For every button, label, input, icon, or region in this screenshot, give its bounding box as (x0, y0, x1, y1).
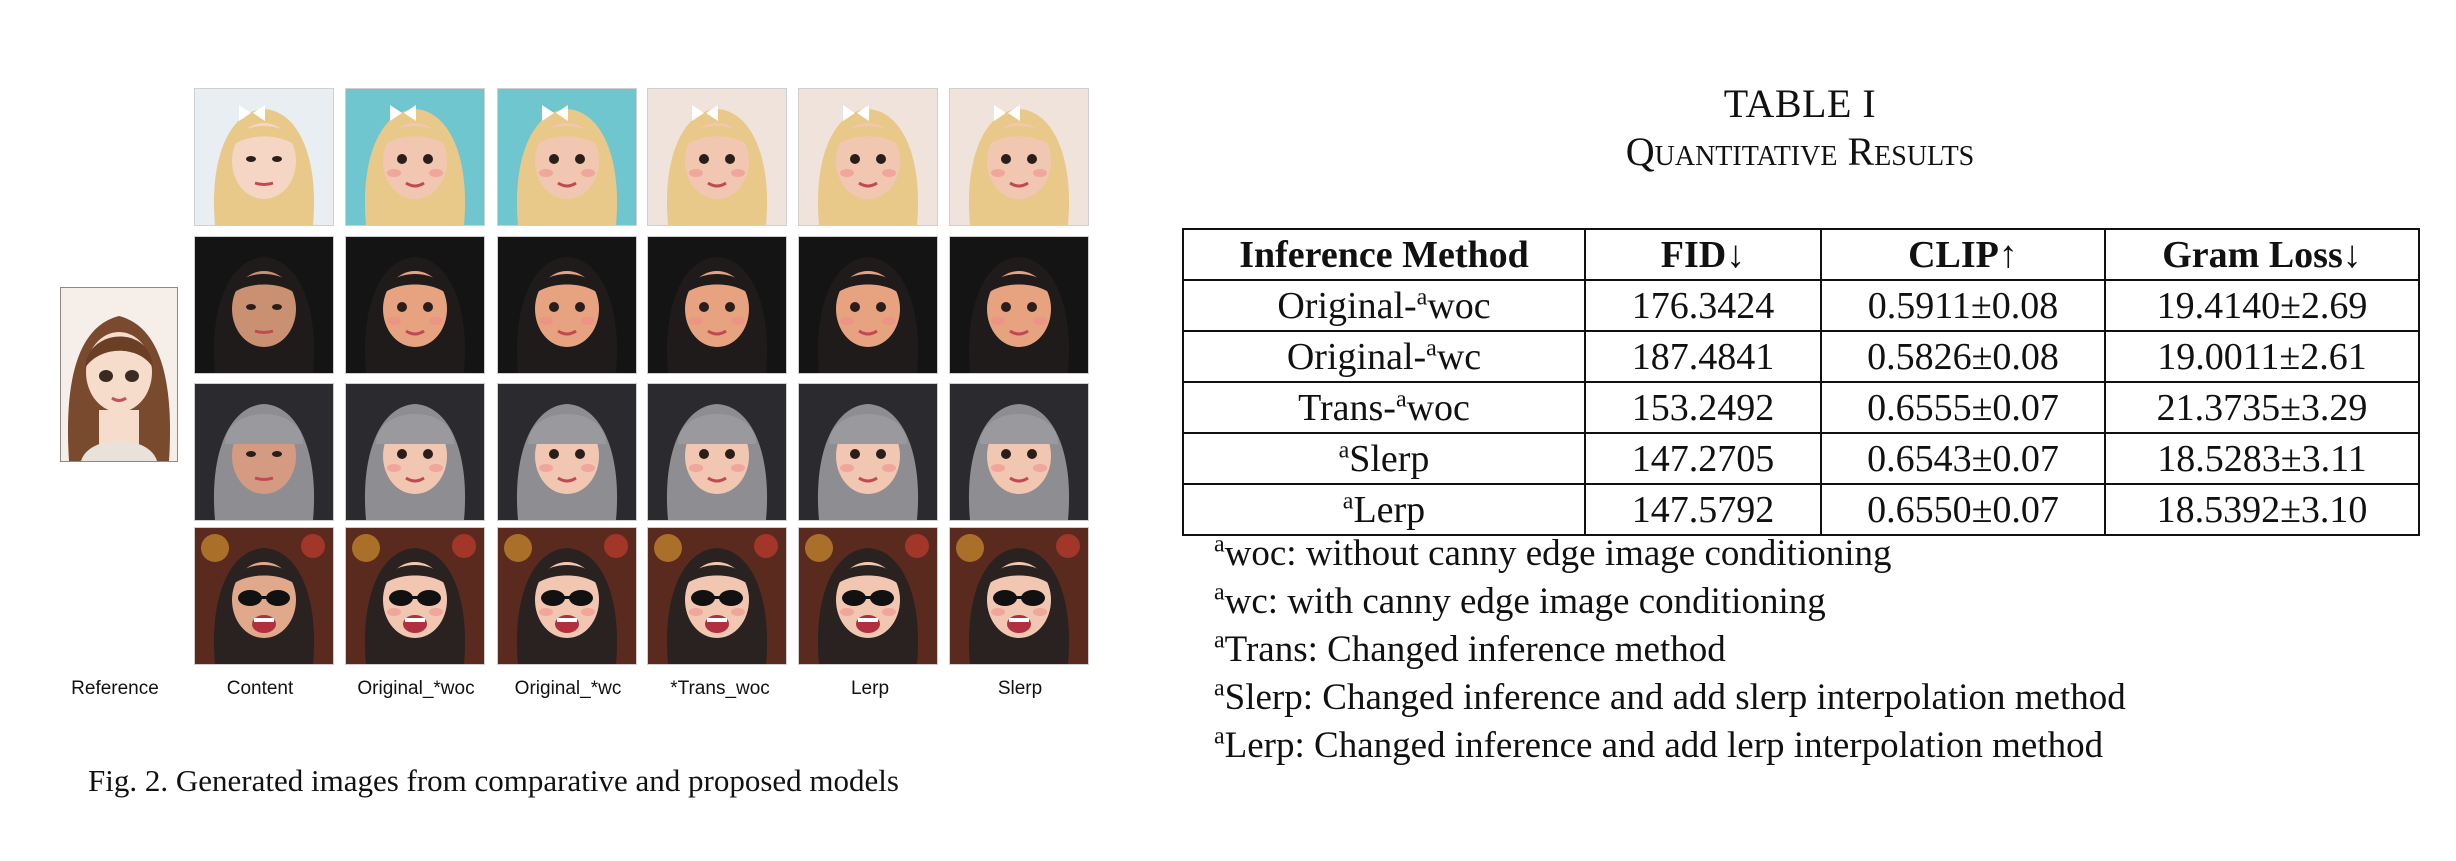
method-name: woc (1427, 284, 1491, 327)
table-subtitle: Quantitative Results (1625, 129, 1975, 174)
method-prefix: Original- (1277, 284, 1417, 327)
footnote-mark: a (1395, 385, 1407, 412)
footnote-mark: a (1342, 487, 1354, 514)
cell-fid: 187.4841 (1585, 331, 1821, 382)
reference-image (60, 287, 178, 462)
thumbnail-man-in-sunglasses-generated (497, 527, 637, 665)
cell-clip: 0.5826±0.08 (1821, 331, 2105, 382)
thumbnail-blonde-child-generated (798, 88, 938, 226)
cell-gram-loss: 18.5392±3.10 (2105, 484, 2419, 535)
method-name: Slerp (1349, 437, 1430, 480)
header-fid: FID↓ (1585, 229, 1821, 280)
footnote-mark: a (1416, 283, 1428, 310)
cell-gram-loss: 18.5283±3.11 (2105, 433, 2419, 484)
thumbnail-man-in-sunglasses-content (194, 527, 334, 665)
column-label: Original_*woc (357, 678, 475, 699)
thumbnail-dark-hair-woman-generated (647, 236, 787, 374)
footnote-mark: a (1214, 723, 1225, 750)
thumbnail-man-in-beanie-generated (798, 383, 938, 521)
footnote (1214, 578, 2126, 626)
cell-method (1183, 484, 1585, 535)
footnote (1214, 722, 2126, 770)
cell-gram-loss: 19.0011±2.61 (2105, 331, 2419, 382)
thumbnail-man-in-beanie-generated (345, 383, 485, 521)
cell-clip: 0.5911±0.08 (1821, 280, 2105, 331)
footnote (1214, 530, 2126, 578)
table-header-row (1183, 229, 2419, 280)
thumbnail-blonde-child-generated (345, 88, 485, 226)
table-row (1183, 484, 2419, 535)
table-footnotes (1214, 530, 2126, 770)
thumbnail-dark-hair-woman-generated (345, 236, 485, 374)
thumbnail-man-in-beanie-generated (949, 383, 1089, 521)
footnote-mark: a (1214, 531, 1225, 558)
column-label: Lerp (850, 678, 890, 699)
thumbnail-blonde-child-generated (497, 88, 637, 226)
footnote-text: woc: without canny edge image conditioning (1224, 533, 1892, 574)
footnote-text: Trans: Changed inference method (1224, 629, 1726, 670)
column-label: *Trans_woc (670, 678, 770, 699)
cell-fid: 176.3424 (1585, 280, 1821, 331)
header-inference-method: Inference Method (1183, 229, 1585, 280)
footnote (1214, 626, 2126, 674)
results-table (1182, 228, 2420, 536)
table-row (1183, 382, 2419, 433)
table-row (1183, 331, 2419, 382)
thumbnail-man-in-sunglasses-generated (345, 527, 485, 665)
column-label: Slerp (997, 678, 1043, 699)
footnote-mark: a (1426, 334, 1437, 361)
cell-fid: 153.2492 (1585, 382, 1821, 433)
thumbnail-dark-hair-woman-generated (949, 236, 1089, 374)
footnote-mark: a (1214, 675, 1225, 702)
anime-portrait-icon (61, 288, 177, 461)
thumbnail-man-in-beanie-content (194, 383, 334, 521)
thumbnail-blonde-child-generated (949, 88, 1089, 226)
cell-clip: 0.6555±0.07 (1821, 382, 2105, 433)
figure-2 (0, 0, 1140, 861)
table-row (1183, 433, 2419, 484)
cell-gram-loss: 19.4140±2.69 (2105, 280, 2419, 331)
cell-clip: 0.6543±0.07 (1821, 433, 2105, 484)
method-name: Lerp (1353, 488, 1426, 531)
thumbnail-man-in-beanie-generated (497, 383, 637, 521)
header-gram-loss: Gram Loss↓ (2105, 229, 2419, 280)
cell-fid: 147.2705 (1585, 433, 1821, 484)
thumbnail-man-in-sunglasses-generated (647, 527, 787, 665)
footnote-text: wc: with canny edge image conditioning (1224, 581, 1826, 622)
footnote-mark: a (1214, 627, 1225, 654)
thumbnail-blonde-child-content (194, 88, 334, 226)
thumbnail-dark-hair-woman-content (194, 236, 334, 374)
thumbnail-dark-hair-woman-generated (798, 236, 938, 374)
thumbnail-man-in-beanie-generated (647, 383, 787, 521)
cell-method (1183, 433, 1585, 484)
method-name: wc (1436, 335, 1482, 378)
figure-caption: Fig. 2. Generated images from comparative and proposed models (88, 763, 899, 798)
column-label: Original_*wc (514, 678, 622, 699)
column-label: Content (226, 678, 294, 699)
thumbnail-man-in-sunglasses-generated (949, 527, 1089, 665)
thumbnail-dark-hair-woman-generated (497, 236, 637, 374)
footnote-text: Lerp: Changed inference and add lerp interpolation method (1224, 725, 2104, 766)
cell-method (1183, 331, 1585, 382)
table-title: TABLE I (1723, 81, 1877, 126)
thumbnail-blonde-child-generated (647, 88, 787, 226)
cell-fid: 147.5792 (1585, 484, 1821, 535)
thumbnail-man-in-sunglasses-generated (798, 527, 938, 665)
header-clip: CLIP↑ (1821, 229, 2105, 280)
method-name: woc (1406, 386, 1470, 429)
cell-method (1183, 280, 1585, 331)
method-prefix: Trans- (1298, 386, 1396, 429)
table-row (1183, 280, 2419, 331)
method-prefix: Original- (1286, 335, 1427, 378)
footnote-mark: a (1338, 436, 1350, 463)
footnote-mark: a (1214, 579, 1225, 606)
cell-clip: 0.6550±0.07 (1821, 484, 2105, 535)
cell-method (1183, 382, 1585, 433)
column-label: Reference (71, 678, 159, 699)
footnote (1214, 674, 2126, 722)
footnote-text: Slerp: Changed inference and add slerp interpolation method (1224, 677, 2126, 718)
cell-gram-loss: 21.3735±3.29 (2105, 382, 2419, 433)
